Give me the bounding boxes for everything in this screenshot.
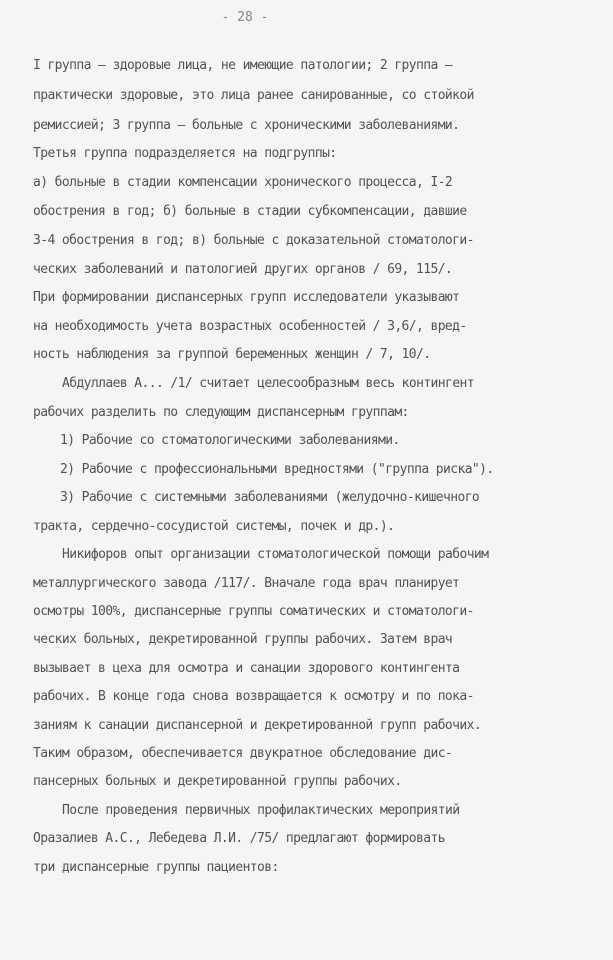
list-item: 1) Рабочие со стоматологическими заболеваниями. [60, 433, 400, 448]
text-line: заниям к санации диспансерной и декретированной групп рабочих. [33, 718, 482, 733]
text-line: При формировании диспансерных групп исследователи указывают [33, 290, 460, 305]
text-line: практически здоровые, это лица ранее санированные, со стойкой [33, 88, 474, 103]
text-line: вызывает в цеха для осмотра и санации здорового контингента [33, 661, 460, 676]
text-line: ческих заболеваний и патологией других органов / 69, 115/. [33, 262, 453, 277]
text-line: тракта, сердечно-сосудистой системы, почек и др.). [33, 519, 395, 534]
text-line: рабочих. В конце года снова возвращается к осмотру и по пока- [33, 689, 474, 704]
text-line: на необходимость учета возрастных особенностей / 3,6/, вред- [33, 319, 467, 334]
text-line: ность наблюдения за группой беременных женщин / 7, 10/. [33, 347, 431, 362]
text-line: Таким образом, обеспечивается двукратное обследование дис- [33, 746, 453, 761]
text-line: обострения в год; б) больные в стадии субкомпенсации, давшие [33, 204, 467, 219]
text-line: I группа – здоровые лица, не имеющие патологии; 2 группа – [33, 58, 453, 73]
text-line: После проведения первичных профилактических мероприятий [62, 803, 460, 818]
text-line: металлургического завода /117/. Вначале года врач планирует [33, 576, 460, 591]
list-item: 2) Рабочие с профессиональными вредностями ("группа риска"). [60, 462, 494, 477]
text-line: а) больные в стадии компенсации хронического процесса, I-2 [33, 175, 453, 190]
text-line: Никифоров опыт организации стоматологической помощи рабочим [62, 547, 489, 562]
text-line: рабочих разделить по следующим диспансерным группам: [33, 405, 409, 420]
text-line: ческих больных, декретированной группы рабочих. Затем врач [33, 632, 453, 647]
list-item: 3) Рабочие с системными заболеваниями (желудочно-кишечного [60, 490, 480, 505]
text-line: пансерных больных и декретированной группы рабочих. [33, 774, 402, 789]
page-number: - 28 - [221, 10, 269, 25]
text-line: ремиссией; 3 группа – больные с хроническими заболеваниями. [33, 118, 460, 133]
text-line: 3-4 обострения в год; в) больные с доказательной стоматологи- [33, 233, 474, 248]
text-line: Оразалиев А.С., Лебедева Л.И. /75/ предлагают формировать [33, 831, 445, 846]
text-line: три диспансерные группы пациентов: [33, 860, 279, 875]
text-line: Третья группа подразделяется на подгруппы: [33, 146, 337, 161]
text-line: Абдуллаев А... /1/ считает целесообразным весь контингент [62, 376, 474, 391]
text-line: осмотры 100%, диспансерные группы соматических и стоматологи- [33, 604, 474, 619]
